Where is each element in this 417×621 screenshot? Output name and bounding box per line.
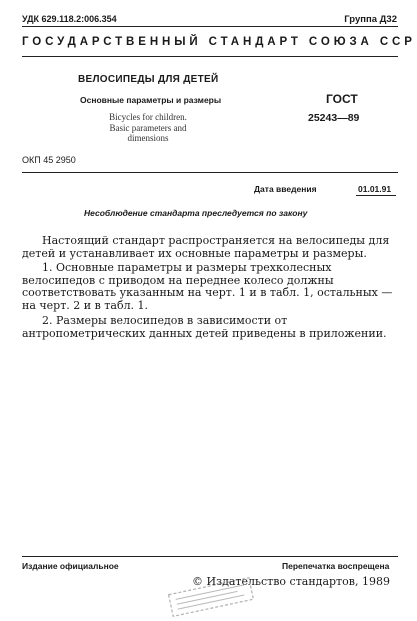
gost-label: ГОСТ	[326, 92, 358, 106]
clause-1-paragraph: 1. Основные параметры и размеры трехколесных велосипедов с приводом на переднее колесо должны соответствовать указанным на черт. 1 и в табл. 1, остальных — на черт. 2 и в табл. 1.	[22, 261, 393, 312]
gost-number: 25243—89	[308, 112, 360, 124]
stamp-icon	[166, 573, 256, 620]
reprint-prohibited-label: Перепечатка воспрещена	[282, 561, 390, 571]
document-title: ВЕЛОСИПЕДЫ ДЛЯ ДЕТЕЙ	[78, 74, 219, 85]
legal-warning: Несоблюдение стандарта преследуется по закону	[84, 208, 308, 218]
introduction-date-value: 01.01.91	[358, 184, 392, 194]
clause-2-paragraph: 2. Размеры велосипедов в зависимости от антропометрических данных детей приведены в приложении.	[22, 314, 387, 340]
introduction-date-label: Дата введения	[254, 184, 317, 194]
udk-code: УДК 629.118.2:006.354	[22, 14, 117, 24]
date-underline	[356, 195, 396, 196]
footer-rule	[22, 556, 398, 557]
group-code: Группа Д32	[344, 14, 397, 25]
english-title-line: Bicycles for children.	[109, 112, 187, 122]
state-standard-heading: ГОСУДАРСТВЕННЫЙ СТАНДАРТ СОЮЗА ССР	[22, 36, 416, 48]
heading-rule	[22, 56, 398, 57]
document-subtitle: Основные параметры и размеры	[80, 95, 222, 105]
copyright-notice: © Издательство стандартов, 1989	[192, 575, 390, 588]
english-title-line: dimensions	[127, 133, 169, 143]
okp-code: ОКП 45 2950	[22, 155, 76, 165]
scope-paragraph: Настоящий стандарт распространяется на велосипеды для детей и устанавливает их основные параметры и размеры.	[22, 234, 390, 260]
top-rule	[22, 26, 398, 27]
official-edition-label: Издание официальное	[22, 561, 119, 571]
english-title	[78, 112, 218, 144]
english-title-line: Basic parameters and	[109, 122, 187, 133]
section-rule	[22, 172, 398, 173]
